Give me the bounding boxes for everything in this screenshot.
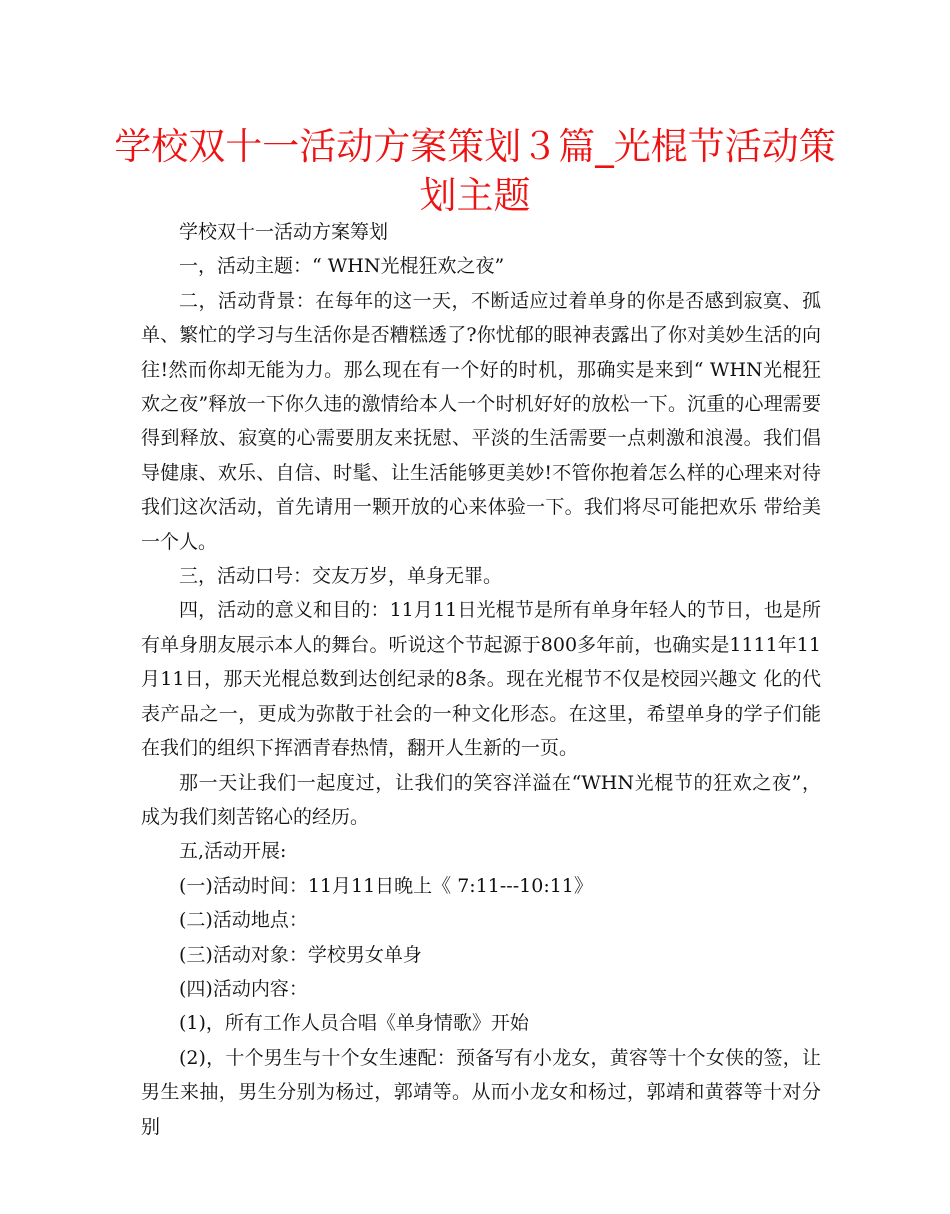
paragraph-activity-audience: (三)活动对象：学校男女单身: [179, 943, 422, 966]
paragraph-plan-heading: 学校双十一活动方案筹划: [179, 221, 389, 243]
document-body: [141, 215, 821, 1144]
paragraph-activity-content: (四)活动内容：: [179, 977, 308, 1000]
paragraph-together: 那一天让我们一起度过，让我们的笑容洋溢在“WHN光棍节的狂欢之夜”，成为我们刻苦铭心的经历。: [141, 771, 821, 828]
paragraph-activity-location: (二)活动地点：: [179, 909, 308, 932]
paragraph-theme: 一，活动主题：“ WHN光棍狂欢之夜”: [179, 255, 505, 278]
paragraph-activity-time: (一)活动时间：11月11日晚上《 7:11---10:11》: [179, 874, 593, 897]
paragraph-purpose: 四，活动的意义和目的：11月11日光棍节是所有单身年轻人的节日，也是所有单身朋友展示本人的舞台。听说这个节起源于800多年前，也确实是1111年11月11日，那天光棍总数到达创纪录的8条。现在光棍节不仅是校园兴趣文 化的代表产品之一，更成为弥散于社会的一种文化形态。在这里，希望单身的学子们能在我们的组织下挥洒青春热情，翻开人生新的一页。: [141, 599, 821, 760]
paragraph-background: 二，活动背景：在每年的这一天，不断适应过着单身的你是否感到寂寞、孤单、繁忙的学习与生活你是否糟糕透了?你忧郁的眼神表露出了你对美妙生活的向往!然而你却无能为力。那么现在有一个好的时机，那确实是来到“ WHN光棍狂欢之夜”释放一下你久违的激情给本人一个时机好好的放松一下。沉重的心理需要得到释放、寂寞的心需要朋友来抚慰、平淡的生活需要一点刺激和浪漫。我们倡导健康、欢乐、自信、时髦、让生活能够更美妙!不管你抱着怎么样的心理来对待我们这次活动，首先请用一颗开放的心来体验一下。我们将尽可能把欢乐 带给美一个人。: [141, 289, 821, 553]
paragraph-item-1: (1)，所有工作人员合唱《单身情歌》开始: [179, 1012, 529, 1035]
document-title: 学校双十一活动方案策划３篇_光棍节活动策划主题: [114, 125, 836, 217]
paragraph-activity-heading: 五,活动开展:: [179, 840, 287, 863]
paragraph-slogan: 三，活动口号：交友万岁，单身无罪。: [179, 565, 503, 588]
paragraph-item-2: (2)，十个男生与十个女生速配：预备写有小龙女，黄容等十个女侠的签，让男生来抽，男生分别为杨过，郭靖等。从而小龙女和杨过，郭靖和黄蓉等十对分别: [141, 1046, 821, 1138]
